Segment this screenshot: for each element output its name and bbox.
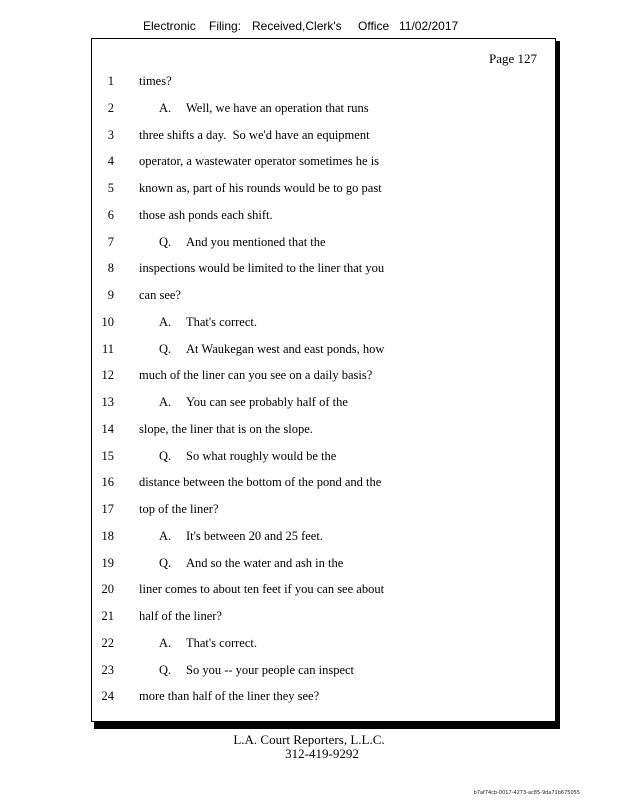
line-text: It's between 20 and 25 feet. xyxy=(186,528,323,543)
transcript-line xyxy=(92,556,555,576)
speaker-marker: A. xyxy=(159,100,172,115)
line-number: 3 xyxy=(107,127,114,142)
speaker-marker: A. xyxy=(159,635,172,650)
transcript-line xyxy=(92,529,555,549)
line-text: At Waukegan west and east ponds, how xyxy=(186,341,385,356)
header-filing: Filing: xyxy=(209,19,242,33)
transcript-line xyxy=(92,208,555,228)
line-text: slope, the liner that is on the slope. xyxy=(139,421,313,436)
line-text: can see? xyxy=(139,288,181,302)
header-received: Received,Clerk's xyxy=(252,19,342,33)
line-text: times? xyxy=(139,74,172,88)
line-text: distance between the bottom of the pond and the xyxy=(139,475,382,490)
speaker-marker: Q. xyxy=(159,662,172,677)
line-number: 8 xyxy=(107,261,114,276)
transcript-line xyxy=(92,101,555,121)
transcript-line xyxy=(92,235,555,255)
reporter-phone: 312-419-9292 xyxy=(285,746,359,761)
line-number: 19 xyxy=(101,555,114,570)
transcript-line xyxy=(92,449,555,469)
page-number: Page 127 xyxy=(488,51,537,66)
transcript-line xyxy=(92,663,555,683)
line-number: 10 xyxy=(101,314,114,329)
line-text: top of the liner? xyxy=(139,502,219,516)
line-number: 4 xyxy=(107,154,114,169)
transcript-line xyxy=(92,342,555,362)
line-text: inspections would be limited to the liner that you xyxy=(139,261,385,276)
transcript-line xyxy=(92,609,555,629)
header-date: 11/02/2017 xyxy=(399,19,459,33)
line-number: 6 xyxy=(107,207,114,222)
line-text: more than half of the liner they see? xyxy=(139,689,320,704)
transcript-line xyxy=(92,475,555,495)
transcript-line xyxy=(92,288,555,308)
line-number: 16 xyxy=(101,475,114,490)
line-number: 13 xyxy=(101,395,114,409)
line-text: three shifts a day. So we'd have an equipment xyxy=(139,127,370,142)
transcript-line xyxy=(92,74,555,94)
line-text: So you -- your people can inspect xyxy=(186,662,355,677)
line-number: 11 xyxy=(101,341,114,356)
transcript-line xyxy=(92,689,555,709)
header-office: Office xyxy=(358,19,390,33)
line-number: 2 xyxy=(107,100,114,115)
line-number: 7 xyxy=(107,234,114,249)
footer xyxy=(0,733,618,761)
transcript-line xyxy=(92,128,555,148)
transcript-line xyxy=(92,582,555,602)
line-text: liner comes to about ten feet if you can see about xyxy=(139,582,385,597)
line-number: 12 xyxy=(101,368,114,383)
line-number: 5 xyxy=(107,181,114,195)
line-number: 9 xyxy=(107,288,114,302)
transcript-line xyxy=(92,315,555,335)
reporter-company: L.A. Court Reporters, L.L.C. xyxy=(233,732,385,747)
speaker-marker: Q. xyxy=(159,555,172,570)
transcript-line xyxy=(92,395,555,415)
line-number: 20 xyxy=(101,582,114,597)
line-text: known as, part of his rounds would be to go past xyxy=(139,181,382,195)
line-text: Well, we have an operation that runs xyxy=(186,100,369,115)
speaker-marker: A. xyxy=(159,528,172,543)
line-text: And you mentioned that the xyxy=(186,234,326,249)
header-electronic: Electronic xyxy=(143,19,196,33)
line-number: 15 xyxy=(101,448,114,463)
line-number: 18 xyxy=(101,528,114,543)
line-text: That's correct. xyxy=(186,314,257,329)
transcript-line xyxy=(92,502,555,522)
line-text: So what roughly would be the xyxy=(186,448,337,463)
transcript-page xyxy=(91,38,556,722)
transcript-line xyxy=(92,181,555,201)
line-number: 24 xyxy=(101,689,114,704)
transcript-line xyxy=(92,636,555,656)
line-number: 21 xyxy=(101,609,114,623)
line-number: 22 xyxy=(101,635,114,650)
speaker-marker: Q. xyxy=(159,234,172,249)
transcript-line xyxy=(92,154,555,174)
line-number: 14 xyxy=(101,421,114,436)
transcript-line xyxy=(92,422,555,442)
speaker-marker: Q. xyxy=(159,341,172,356)
line-text: You can see probably half of the xyxy=(186,395,348,409)
speaker-marker: Q. xyxy=(159,448,172,463)
line-text: half of the liner? xyxy=(139,609,222,623)
transcript-line xyxy=(92,368,555,388)
document-hash: b7af74cb-0017-4273-ac85-9da71b675055 xyxy=(473,790,580,796)
line-number: 23 xyxy=(101,662,114,677)
line-number: 1 xyxy=(107,74,114,88)
speaker-marker: A. xyxy=(159,395,172,409)
line-text: operator, a wastewater operator sometimes he is xyxy=(139,154,380,169)
transcript-line xyxy=(92,261,555,281)
speaker-marker: A. xyxy=(159,314,172,329)
line-text: those ash ponds each shift. xyxy=(139,207,273,222)
line-number: 17 xyxy=(101,502,114,516)
line-text: And so the water and ash in the xyxy=(186,555,344,570)
line-text: That's correct. xyxy=(186,635,257,650)
line-text: much of the liner can you see on a daily basis? xyxy=(139,368,373,383)
